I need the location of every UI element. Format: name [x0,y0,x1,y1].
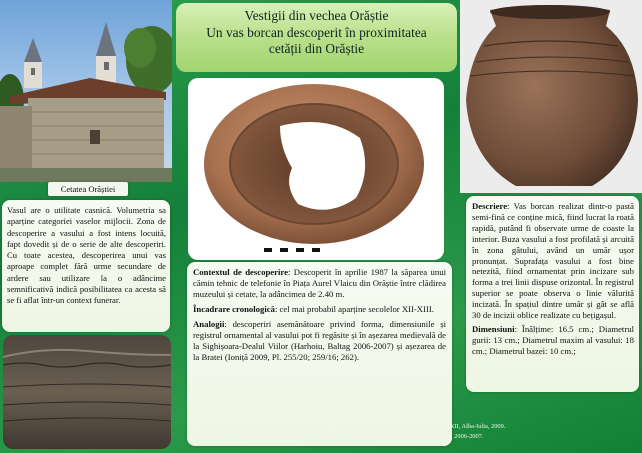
biblio-2-title: Sighișoara – „Dealul Viilor”. Monografie arheologică [274,433,416,440]
context-text: : Descoperit în aprilie 1987 la săparea unui cămin tehnic de telefonie în Piața Aurel Vlaicu din Orăștie între clădirea muzeului și cetate, la adâncimea de 2.40 m. [193,267,446,299]
bibliography [186,420,642,453]
analogies-label: Analogii [193,319,225,329]
bibliography-line-1 [189,422,642,432]
biblio-2-suffix: , Cluj-Napoca, 2006-2007. [415,433,484,440]
biblio-1-prefix: Bibliografie: Adrian Ioniță, [189,423,261,430]
chronology-label: Încadrare cronologică [193,304,275,314]
poster-title [176,3,457,72]
vessel-mouth-photo [188,78,444,260]
intro-text: Vasul are o utilitate casnică. Volumetria sa aparține categoriei vaselor mijlocii. Zona de descoperire a vasului a fost intens locuită, fapt dovedit și de o serie de alte descoperiri. Cu toate acestea, descoperirea unui vas aproape complet fără urme secundare de ardere sau utilizare la o adâncime semnificativă indică posibilitatea ca acesta să se fi aflat într-un context funerar. [2,200,170,332]
biblio-1-title: Așezarea din secolele XII-XIII de la Bratei [260,423,370,430]
chronology-text: : cel mai probabil aparține secolelor XII-XIII. [274,304,434,314]
dimensions-text: : Înălțime: 16.5 cm.; Diametrul gurii: 13 cm.; Diametrul maxim al vasului: 18 cm.; Diametrul bazei: 10 cm.; [472,323,634,356]
biblio-1-suffix: , Biblioteca Brukenthal BB XXXII, Alba-Iulia, 2009. [369,423,506,430]
context-label: Contextul de descoperire [193,267,288,277]
description-paragraph [472,201,634,321]
context-panel [187,262,452,446]
title-line-3: cetății din Orăștie [268,41,365,56]
dimensions-paragraph [472,324,634,357]
context-paragraph [193,267,446,300]
bibliography-line-2 [189,432,642,442]
description-text: : Vas borcan realizat dintr-o pastă semi-fină ce conține mică, fiind lucrat la roată rapidă, putând fi observate urme de coaste la interior. Buza vasului a fost profilată și arcuită în zona gâtului, având un umăr ușor pronunțat. Suprafața vasului a fost bine netezită, fiind ornamentat prin incizare sub forma a trei linii dispuse orizontal. În registrul superior se poate observa o linie vălurită incizată. În spațiul dintre umăr și gât se află 30 de incizii oblice realizate cu bețigașul. [472,201,634,321]
title-line-2: Un vas borcan descoperit în proximitatea [206,24,427,40]
biblio-2-prefix: Radu Harhoiu, Gheorghe Baltag, [189,433,275,440]
vessel-jar-photo [460,0,642,193]
analogies-text: : descoperiri asemănătoare privind forma, dimensiunile și registrul ornamental al vasului pot fi regăsite și în așezarea medievală de la Sighișoara-Dealul Viilor (Harhoiu, Baltag 2006-2007) și așezarea de la Bratei (Ioniță 2009, Pl. 255/20; 259/16; 262). [193,319,446,362]
church-caption: Cetatea Orăștiei [48,182,128,196]
church-photo [0,0,172,182]
dimensions-label: Dimensiuni [472,323,515,334]
title-line-1: Vestigii din vechea Orăștie [244,8,389,23]
description-label: Descriere [472,201,508,211]
description-panel [466,196,639,392]
chronology-paragraph [193,304,446,315]
analogies-paragraph [193,319,446,363]
vessel-rim-photo [3,335,171,449]
